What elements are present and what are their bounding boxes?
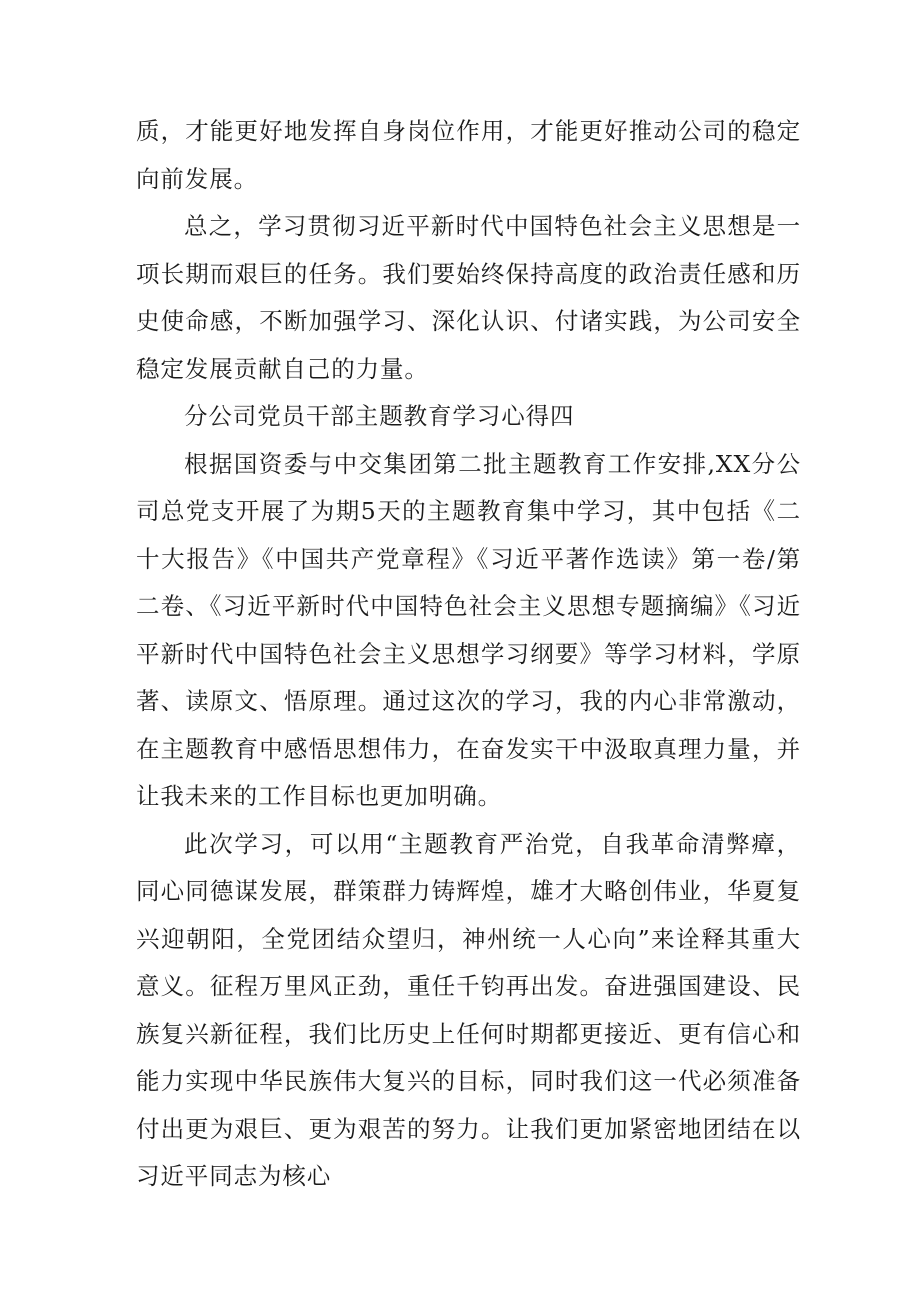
- document-body: [136, 108, 801, 1201]
- paragraph-study-overview: 根据国资委与中交集团第二批主题教育工作安排,XX分公司总党支开展了为期5天的主题教育集中学习，其中包括《二十大报告》《中国共产党章程》《习近平著作选读》第一卷/第二卷、《习近平新时代中国特色社会主义思想专题摘编》《习近平新时代中国特色社会主义思想学习纲要》等学习材料，学原著、读原文、悟原理。通过这次的学习，我的内心非常激动，在主题教育中感悟思想伟力，在奋发实干中汲取真理力量，并让我未来的工作目标也更加明确。: [136, 449, 801, 810]
- paragraph-significance: 此次学习，可以用“主题教育严治党，自我革命清弊瘴，同心同德谋发展，群策群力铸辉煌，雄才大略创伟业，华夏复兴迎朝阳，全党团结众望归，神州统一人心向”来诠释其重大意义。征程万里风正劲，重任千钧再出发。奋进强国建设、民族复兴新征程，我们比历史上任何时期都更接近、更有信心和能力实现中华民族伟大复兴的目标，同时我们这一代必须准备付出更为艰巨、更为艰苦的努力。让我们更加紧密地团结在以习近平同志为核心: [136, 829, 801, 1190]
- paragraph-conclusion: 总之，学习贯彻习近平新时代中国特色社会主义思想是一项长期而艰巨的任务。我们要始终保持高度的政治责任感和历史使命感，不断加强学习、深化认识、付诸实践，为公司安全稳定发展贡献自己的力量。: [136, 212, 801, 383]
- paragraph-continuation: 质，才能更好地发挥自身岗位作用，才能更好推动公司的稳定向前发展。: [136, 117, 801, 193]
- section-heading: 分公司党员干部主题教育学习心得四: [184, 402, 575, 430]
